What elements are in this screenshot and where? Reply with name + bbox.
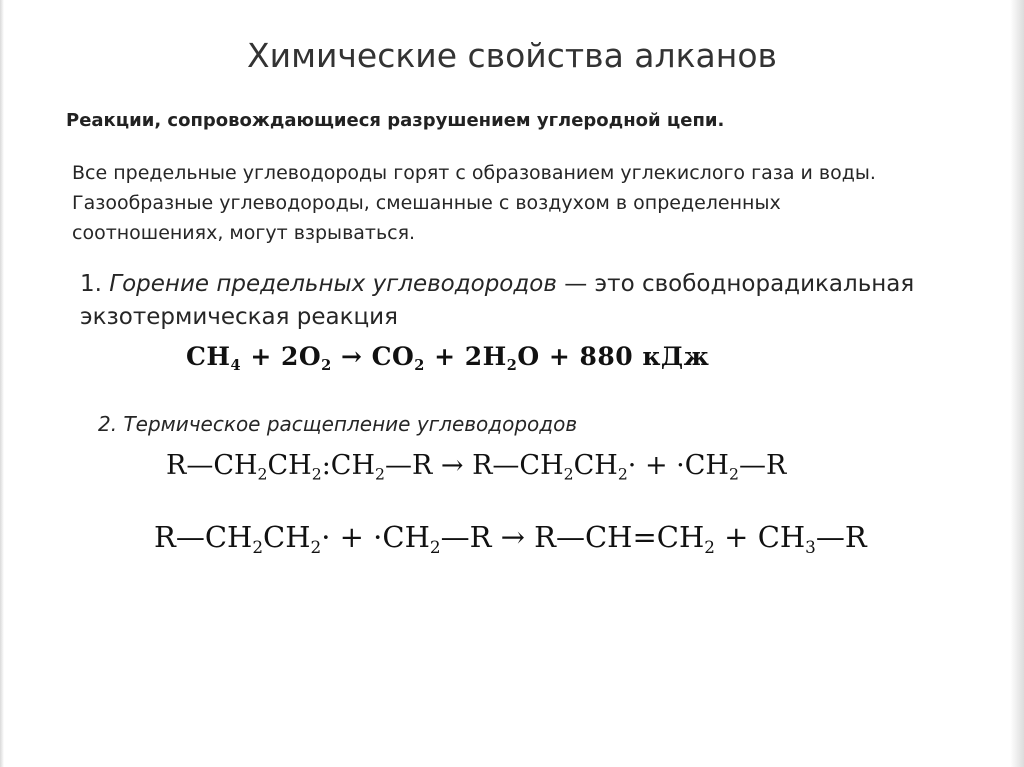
intro-paragraph bbox=[72, 158, 952, 248]
item-thermal-cracking: 2. Термическое расщепление углеводородов bbox=[98, 412, 578, 436]
equation-combustion: $CH_4 + 2O_2 \to CO_2 + 2H_2O + 880$ кДж bbox=[186, 342, 710, 375]
intro-line-1: Все предельные углеводороды горят с образованием углекислого газа и воды. bbox=[72, 162, 876, 184]
slide-title: Химические свойства алканов bbox=[247, 36, 777, 75]
item-definition-line-2: экзотермическая реакция bbox=[80, 304, 398, 330]
equation-cracking-step-1: $R—CH_2CH_2:CH_2—R$ → $R—CH_2CH_2\cdot$ + $\cdot CH_2—R$ bbox=[166, 450, 787, 484]
item-combustion bbox=[80, 268, 940, 334]
intro-line-2: Газообразные углеводороды, смешанные с воздухом в определенных bbox=[72, 192, 781, 214]
item-term: Горение предельных углеводородов bbox=[109, 271, 557, 297]
item-definition: — это свободнорадикальная bbox=[556, 271, 915, 297]
intro-line-3: соотношениях, могут взрываться. bbox=[72, 222, 416, 244]
item-number: 1. bbox=[80, 271, 110, 297]
equation-cracking-step-2: $R—CH_2CH_2\cdot$ + $\cdot CH_2—R$ → $R—CH=CH_2$ + $CH_3—R$ bbox=[154, 520, 867, 557]
slide-subtitle: Реакции, сопровождающиеся разрушением углеродной цепи. bbox=[66, 110, 725, 131]
